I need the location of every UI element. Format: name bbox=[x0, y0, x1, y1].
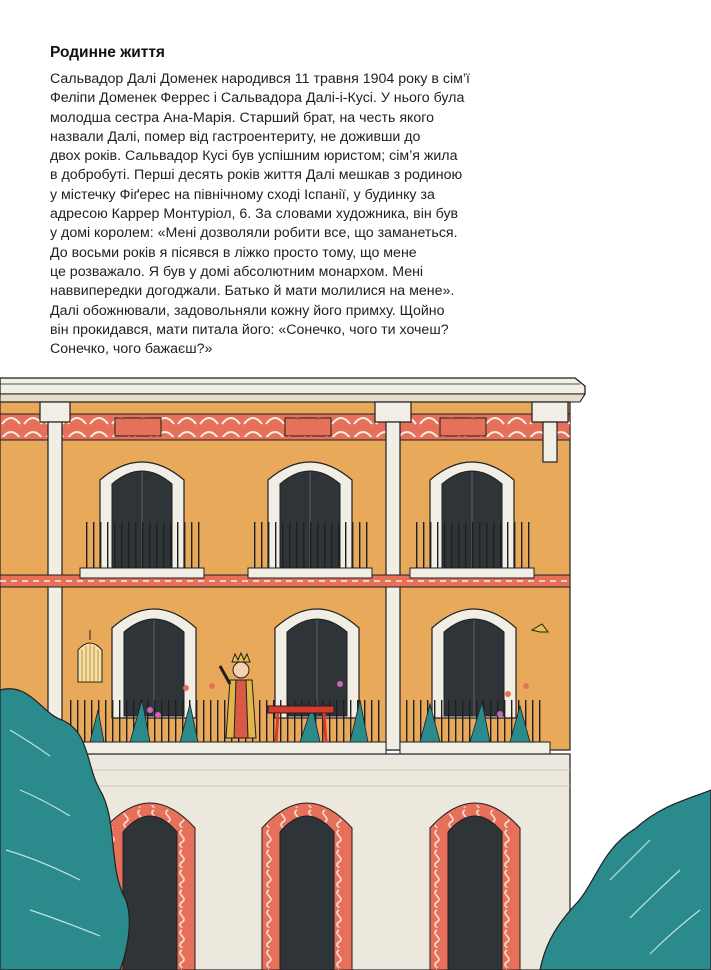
body-paragraph bbox=[50, 70, 500, 359]
paragraph-line: двох років. Сальвадор Кусі був успішним юристом; сім’я жила bbox=[50, 148, 458, 165]
cornice bbox=[0, 378, 585, 402]
section-heading: Родинне життя bbox=[50, 44, 165, 61]
paragraph-line: назвали Далі, помер від гастроентериту, не доживши до bbox=[50, 128, 421, 145]
paragraph-line: адресою Каррер Монтуріол, 6. За словами художника, він був bbox=[50, 206, 459, 223]
ground-floor bbox=[80, 754, 570, 970]
frieze bbox=[0, 414, 570, 440]
paragraph-line: це розважало. Я був у домі абсолютним монархом. Мені bbox=[50, 263, 424, 280]
paragraph-line: у містечку Фіґерес на північному сході Іспанії, у будинку за bbox=[50, 186, 435, 203]
paragraph-line: у домі королем: «Мені дозволяли робити все, що заманеться. bbox=[50, 225, 458, 242]
paragraph-line: Феліпи Доменек Феррес і Сальвадора Далі-і-Кусі. У нього була bbox=[50, 90, 465, 107]
paragraph-line: Далі обожнювали, задовольняли кожну його примху. Щойно bbox=[50, 302, 445, 319]
paragraph-line: Сальвадор Далі Доменек народився 11 травня 1904 року в сім’ї bbox=[50, 71, 470, 87]
paragraph-line: в добробуті. Перші десять років життя Далі мешкав з родиною bbox=[50, 167, 463, 184]
paragraph-line: До восьми років я пісявся в ліжко просто тому, що мене bbox=[50, 244, 417, 261]
upper-windows bbox=[80, 462, 534, 578]
house-facade-icon bbox=[0, 370, 711, 970]
paragraph-line: він прокидався, мати питала його: «Сонечко, чого ти хочеш? bbox=[50, 321, 449, 338]
paragraph-line: наввипередки догоджали. Батько й мати молилися на мене». bbox=[50, 283, 455, 300]
paragraph-line: Сонечко, чого бажаєш?» bbox=[50, 341, 213, 358]
paragraph-line: молодша сестра Ана-Марія. Старший брат, на честь якого bbox=[50, 109, 435, 126]
